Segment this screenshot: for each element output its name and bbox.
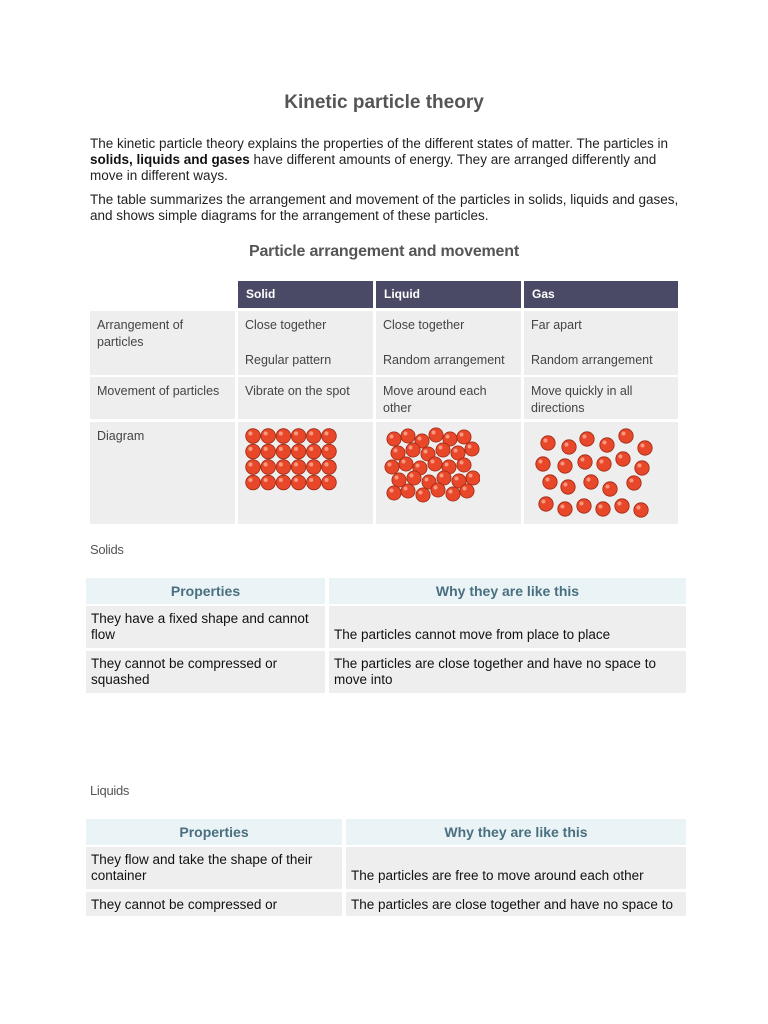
particle [307,475,322,490]
solids-row1-property: They have a fixed shape and cannot flow [86,606,325,648]
particle-highlight [248,478,252,482]
particle [431,483,445,497]
cell-solid-diagram [238,422,373,524]
particle-highlight [618,454,622,458]
particle [558,459,572,473]
intro-paragraph-2: The table summarizes the arrangement and movement of the particles in solids, liquids and gases, and shows simple diagrams for the arrangement of these particles. [90,192,679,223]
cell-liquid-arrangement: Close together Random arrangement [376,311,521,375]
particle [541,436,555,450]
particle [543,475,557,489]
liquids-row1-why: The particles are free to move around each other [346,847,686,889]
liquids-header-properties: Properties [86,819,342,845]
particle [619,429,633,443]
particle-highlight [294,431,298,435]
particle [536,457,550,471]
particle-highlight [409,446,413,450]
particle-highlight [264,447,268,451]
particle-highlight [248,431,252,435]
particle-highlight [449,490,453,494]
particle-highlight [463,487,467,491]
particle-highlight [580,457,584,461]
particle-highlight [395,476,399,480]
particle [638,441,652,455]
particle-highlight [264,478,268,482]
particle [558,502,572,516]
particle [627,476,641,490]
particle-highlight [324,462,328,466]
particle-highlight [445,463,449,467]
particle-highlight [324,478,328,482]
particle-highlight [538,459,542,463]
particle [600,438,614,452]
particle [406,443,420,457]
particle [276,444,291,459]
particle-highlight [264,462,268,466]
solid-particle-diagram [245,428,340,496]
particle [385,460,399,474]
particle [416,488,430,502]
particle [291,460,306,475]
particle [465,442,479,456]
particle-highlight [264,431,268,435]
particle [276,460,291,475]
particle [401,484,415,498]
particle [261,429,276,444]
particle-highlight [424,450,428,454]
particle-highlight [446,435,450,439]
liquids-row1-property: They flow and take the shape of their container [86,847,342,889]
cell-solid-arrangement: Close together Regular pattern [238,311,373,375]
particle-highlight [309,447,313,451]
particle [603,482,617,496]
particle [580,432,594,446]
particle [562,440,576,454]
particle [246,429,261,444]
header-gas: Gas [524,281,678,308]
particle-highlight [404,432,408,436]
particle [261,475,276,490]
header-solid: Solid [238,281,373,308]
cell-liquid-movement: Move around each other [376,377,521,419]
particle [460,484,474,498]
particle [561,480,575,494]
cell-gas-movement: Move quickly in all directions [524,377,678,419]
solids-row2-why: The particles are close together and have no space to move into [329,651,686,693]
particle-highlight [602,440,606,444]
liquids-row2-property: They cannot be compressed or [86,892,342,916]
particle [291,475,306,490]
particle [616,452,630,466]
cell-gas-diagram [524,422,678,524]
particle-highlight [279,431,283,435]
particle-highlight [418,437,422,441]
particle-highlight [563,482,567,486]
particle [539,497,553,511]
particle-highlight [390,435,394,439]
particle [261,460,276,475]
solids-label: Solids [90,542,124,557]
particle [246,475,261,490]
particle [261,444,276,459]
particle-highlight [598,504,602,508]
particle [429,428,443,442]
particle-highlight [621,431,625,435]
particle-highlight [637,463,641,467]
particle [428,457,442,471]
solids-header-why: Why they are like this [329,578,686,604]
particle [446,487,460,501]
cell-liquid-diagram [376,422,521,524]
particle [466,471,480,485]
particle-highlight [279,462,283,466]
particle-highlight [432,431,436,435]
particle-highlight [431,460,435,464]
particle [322,475,337,490]
particle-highlight [582,434,586,438]
particle-highlight [279,447,283,451]
particle-highlight [434,486,438,490]
particle [307,460,322,475]
liquids-header-why: Why they are like this [346,819,686,845]
particle-highlight [309,431,313,435]
liquids-row2-why: The particles are close together and have no space to [346,892,686,916]
particle [291,444,306,459]
particle [401,429,415,443]
particle-highlight [586,477,590,481]
particle-highlight [541,499,545,503]
liquids-label: Liquids [90,783,130,798]
particle-highlight [439,446,443,450]
particle-highlight [454,449,458,453]
particle-highlight [629,478,633,482]
particle [276,475,291,490]
row-label-diagram: Diagram [90,422,235,524]
solids-header-properties: Properties [86,578,325,604]
particle-highlight [294,478,298,482]
particle-highlight [324,431,328,435]
particle [577,499,591,513]
particle-highlight [390,489,394,493]
particle-highlight [560,461,564,465]
particle [615,499,629,513]
particle-highlight [388,463,392,467]
particle-highlight [440,474,444,478]
intro-paragraph-1: The kinetic particle theory explains the properties of the different states of matter. The particles in solids, liquids and gases have different amounts of energy. They are arranged differently and move in different ways. [90,136,669,183]
particle-highlight [640,443,644,447]
particle-highlight [469,474,473,478]
cell-gas-arrangement: Far apart Random arrangement [524,311,678,375]
particle [584,475,598,489]
particle-highlight [636,505,640,509]
particle [387,486,401,500]
particle [322,444,337,459]
particle-highlight [460,433,464,437]
page-title: Kinetic particle theory [284,92,484,113]
particle [597,457,611,471]
particle-highlight [402,460,406,464]
particle-highlight [248,462,252,466]
particle [457,458,471,472]
particle-highlight [404,487,408,491]
particle-highlight [543,438,547,442]
particle-highlight [309,478,313,482]
particle [634,503,648,517]
particle-highlight [599,459,603,463]
particle-highlight [460,461,464,465]
particle-highlight [455,477,459,481]
row-label-movement: Movement of particles [90,377,235,419]
particle [291,429,306,444]
cell-solid-movement: Vibrate on the spot [238,377,373,419]
liquid-particle-diagram [384,427,480,507]
particle [457,430,471,444]
particle [307,429,322,444]
particle [387,432,401,446]
particle-highlight [468,445,472,449]
particle-highlight [560,504,564,508]
particle-highlight [419,491,423,495]
particle-highlight [410,474,414,478]
particle [596,502,610,516]
particle [578,455,592,469]
particle-highlight [564,442,568,446]
particle-highlight [425,478,429,482]
solids-row1-why: The particles cannot move from place to place [329,606,686,648]
particle [436,443,450,457]
particle [276,429,291,444]
particle-highlight [545,477,549,481]
particle [307,444,322,459]
particle [399,457,413,471]
particle-highlight [294,447,298,451]
particle [322,429,337,444]
particle-highlight [294,462,298,466]
particle-highlight [324,447,328,451]
particle [635,461,649,475]
particle [246,444,261,459]
states-of-matter-bold: solids, liquids and gases [90,152,250,167]
particle-highlight [248,447,252,451]
particle-highlight [605,484,609,488]
arrangement-table [90,281,678,524]
particle-highlight [579,501,583,505]
particle-highlight [394,449,398,453]
particle-highlight [416,464,420,468]
particle-highlight [617,501,621,505]
particle [322,460,337,475]
arrangement-table-title: Particle arrangement and movement [249,243,519,260]
header-liquid: Liquid [376,281,521,308]
particle-highlight [279,478,283,482]
particle-highlight [309,462,313,466]
gas-particle-diagram [534,426,654,520]
particle [246,460,261,475]
solids-row2-property: They cannot be compressed or squashed [86,651,325,693]
row-label-arrangement: Arrangement of particles [90,311,235,375]
particle [407,471,421,485]
